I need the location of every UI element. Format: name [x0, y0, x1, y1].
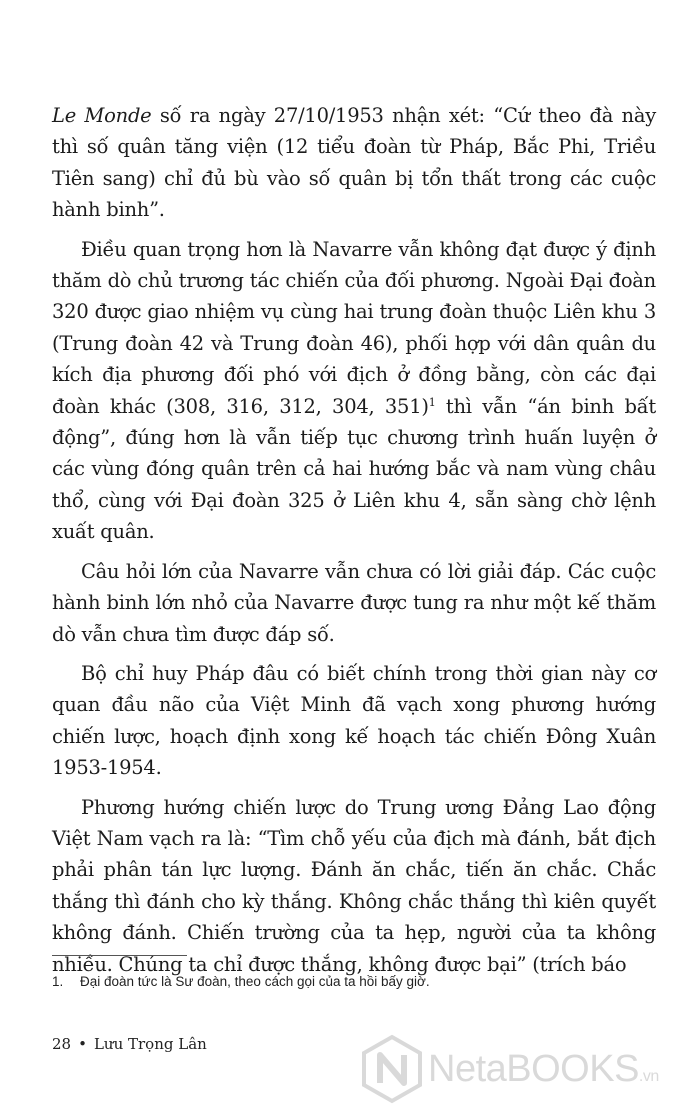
footnote-number: 1. [52, 974, 64, 989]
paragraph-2-text-a: Điều quan trọng hơn là Navarre vẫn không đạt được ý định thăm dò chủ trương tác chiến của đối phương. Ngoài Đại đoàn 320 được giao nhiệm vụ cùng hai trung đoàn thuộc Liên khu 3 (Trung đoàn 42 và Trung đoàn 46), phối hợp với dân quân du kích địa phương đối phó với địch ở đồng bằng, còn các đại đoàn khác (308, 316, 312, 304, 351) [52, 237, 656, 418]
paragraph-3: Câu hỏi lớn của Navarre vẫn chưa có lời giải đáp. Các cuộc hành binh lớn nhỏ của Navarre được tung ra như một kế thăm dò vẫn chưa tìm được đáp số. [52, 559, 656, 646]
footnote [52, 973, 656, 991]
footnote-divider [52, 955, 187, 956]
footnote-text: Đại đoàn tức là Sư đoàn, theo cách gọi của ta hồi bấy giờ. [80, 974, 430, 989]
page-footer [52, 1034, 207, 1054]
footer-separator: • [78, 1035, 87, 1053]
paragraph-5: Phương hướng chiến lược do Trung ương Đảng Lao động Việt Nam vạch ra là: “Tìm chỗ yếu của địch mà đánh, bắt địch phải phân tán lực lượng. Đánh ăn chắc, tiến ăn chắc. Chắc thắng thì đánh cho kỳ thắng. Không chắc thắng thì kiên quyết không đánh. Chiến trường của ta hẹp, người của ta không nhiều. Chúng ta chỉ được thắng, không được bại” (trích báo [52, 795, 656, 976]
netabooks-logo-icon [360, 1034, 424, 1104]
paragraph-2-text-b: thì vẫn “án binh bất động”, đúng hơn là vẫn tiếp tục chương trình huấn luyện ở các vùng đóng quân trên cả hai hướng bắc và nam vùng châu thổ, cùng với Đại đoàn 325 ở Liên khu 4, sẵn sàng chờ lệnh xuất quân. [52, 394, 656, 544]
watermark-suffix: .vn [638, 1067, 659, 1085]
paragraph-2 [52, 234, 656, 548]
newspaper-title: Le Monde [52, 104, 152, 127]
footnote-reference[interactable]: 1 [428, 395, 436, 409]
author-name: Lưu Trọng Lân [93, 1035, 207, 1053]
paragraph-1 [52, 100, 656, 226]
watermark-brand: NetaBOOKS.vn [428, 1047, 659, 1090]
body-text [52, 100, 656, 988]
watermark [360, 1032, 690, 1106]
page-number: 28 [52, 1035, 72, 1053]
paragraph-4: Bộ chỉ huy Pháp đâu có biết chính trong thời gian này cơ quan đầu não của Việt Minh đã vạch xong phương hướng chiến lược, hoạch định xong kế hoạch tác chiến Đông Xuân 1953-1954. [52, 661, 656, 780]
paragraph-1-text: số ra ngày 27/10/1953 nhận xét: “Cứ theo đà này thì số quân tăng viện (12 tiểu đoàn từ Pháp, Bắc Phi, Triều Tiên sang) chỉ đủ bù vào số quân bị tổn thất trong các cuộc hành binh”. [52, 104, 656, 222]
